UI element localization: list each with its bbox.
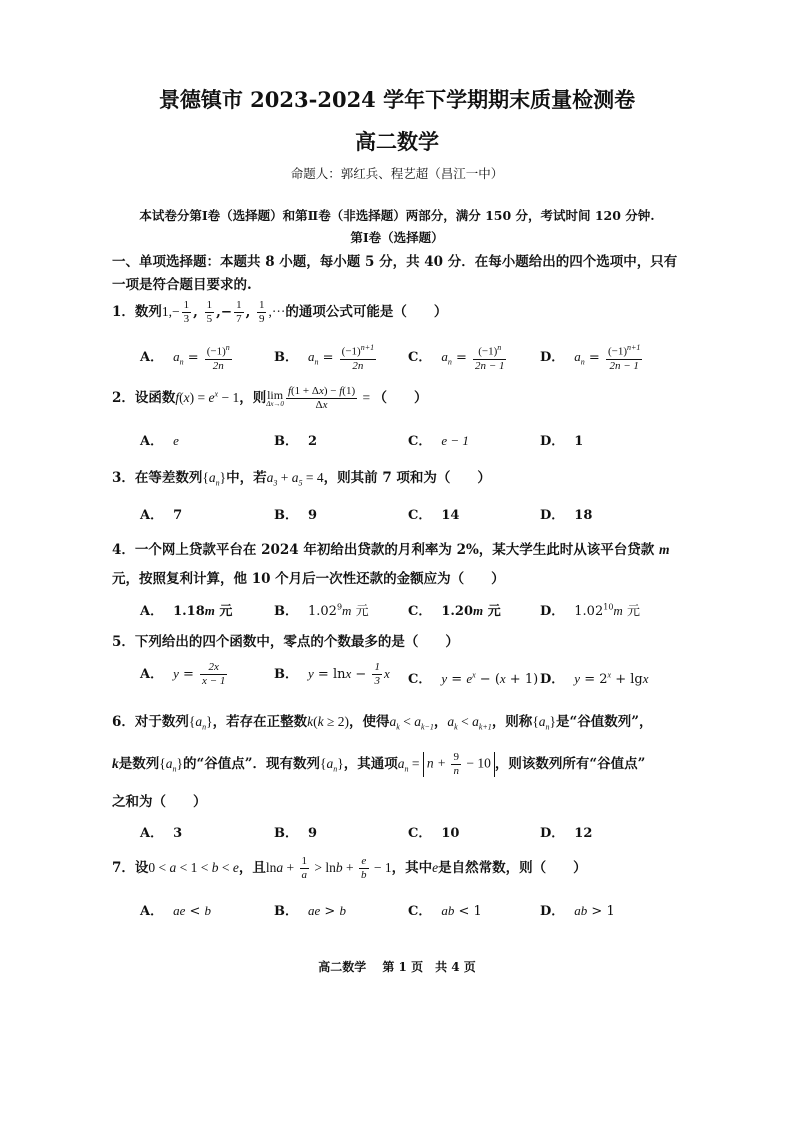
question-2-option-a: A． e bbox=[140, 433, 179, 449]
question-6-option-c: C． 10 bbox=[408, 826, 460, 841]
question-3-option-d: D． 18 bbox=[540, 508, 593, 523]
question-7-option-c: C． ab < 1 bbox=[408, 903, 482, 919]
question-7-option-d: D． ab > 1 bbox=[540, 903, 615, 919]
question-6-option-a: A． 3 bbox=[140, 826, 183, 841]
section-one-line1: 一、单项选择题：本题共 8 小题，每小题 5 分，共 40 分．在每小题给出的四个选项中，只有 bbox=[112, 254, 678, 270]
exam-author: 命题人：郭红兵、程艺超（昌江一中） bbox=[290, 166, 504, 181]
question-2-option-c: C． e − 1 bbox=[408, 433, 469, 449]
question-2: 2．设函数$f(x) = e^x - 1$，则 lim Δx→0 $\frac{f(1 + \Delta x) - f(1)}{\Delta x}$ = （ ） bbox=[112, 385, 428, 411]
question-4-line2: 元，按照复利计算，他 10 个月后一次性还款的金额应为（ ） bbox=[112, 571, 505, 587]
question-2-option-b: B． 2 bbox=[274, 434, 318, 449]
question-6-option-d: D． 12 bbox=[540, 826, 593, 841]
question-5: 5．下列给出的四个函数中，零点的个数最多的是（ ） bbox=[112, 634, 459, 650]
question-1-option-b: B． $a_n$ = $\frac{(-1)^{n+1}}{2n}$ bbox=[274, 343, 375, 372]
question-6-line2: k是数列$\{a_n\}$的“谷值点”．现有数列$\{a_n\}$，其通项$a_n = n$ + $\frac{9}{n}$ − 10 ，则该数列所有“谷值点” bbox=[112, 751, 646, 777]
question-6-line3: 之和为（ ） bbox=[112, 794, 207, 810]
question-2-option-d: D． 1 bbox=[540, 434, 584, 449]
question-1-option-d: D． $a_n$ = $\frac{(-1)^{n+1}}{2n - 1}$ bbox=[540, 343, 641, 372]
question-7-option-a: A． ae < b bbox=[140, 903, 212, 919]
question-5-option-b: B． y = lnx − $\frac{1}{3}$ x bbox=[274, 661, 390, 687]
section-one-line2: 一项是符合题目要求的. bbox=[112, 277, 252, 293]
question-1-option-c: C． $a_n$ = $\frac{(-1)^n}{2n - 1}$ bbox=[408, 343, 505, 372]
exam-title: 景德镇市 2023-2024 学年下学期期末质量检测卷 bbox=[158, 87, 636, 112]
question-4-option-a: A． 1.18m 元 bbox=[140, 603, 233, 619]
question-3-option-b: B． 9 bbox=[274, 508, 318, 523]
question-5-option-d: D． $y = 2^x + \lg x$ bbox=[540, 670, 649, 687]
question-4-option-c: C． 1.20m 元 bbox=[408, 603, 501, 619]
question-6-line1: 6．对于数列$\{a_n\}$，若存在正整数k(k ≥ 2)，使得$a_k < a_{k-1}$，$a_k < a_{k+1}$，则称$\{a_n\}$是“谷值数列”， bbox=[112, 714, 653, 732]
question-3-option-c: C． 14 bbox=[408, 508, 460, 523]
question-7-option-b: B． ae > b bbox=[274, 903, 346, 919]
question-3-option-a: A． 7 bbox=[140, 508, 183, 523]
question-1-option-a: A． $a_n$ = $\frac{(-1)^n}{2n}$ bbox=[140, 343, 230, 372]
question-5-option-a: A． y = $\frac{2x}{x - 1}$ bbox=[140, 661, 226, 687]
question-4-option-d: D． 1.02$^{10}$m 元 bbox=[540, 602, 640, 619]
part-one-heading: 第Ⅰ卷（选择题） bbox=[350, 230, 444, 245]
question-3: 3．在等差数列$\{a_n\}$中，若$a_3 + a_5 = 4$，则其前 7 项和为（ ） bbox=[112, 470, 491, 488]
question-4-line1: 4．一个网上贷款平台在 2024 年初给出贷款的月利率为 2%，某大学生此时从该平台贷款 m bbox=[112, 542, 670, 558]
page-footer: 高二数学 第 1 页 共 4 页 bbox=[318, 960, 476, 974]
exam-subject: 高二数学 bbox=[355, 129, 439, 154]
question-1: 1．数列1,− $\frac{1}{3}$ , $\frac{1}{5}$ ,− $\frac{1}{7}$ , $\frac{1}{9}$ ,···的通项公式可能是（ ） bbox=[112, 299, 448, 325]
exam-instructions: 本试卷分第Ⅰ卷（选择题）和第Ⅱ卷（非选择题）两部分，满分 150 分，考试时间 120 分钟. bbox=[139, 208, 655, 223]
question-4-option-b: B． 1.02$^9$m 元 bbox=[274, 602, 369, 619]
question-5-option-c: C． $y = e^x - (x + 1)$ bbox=[408, 670, 539, 687]
question-6-option-b: B． 9 bbox=[274, 826, 318, 841]
question-7: 7．设0 < a < 1 < b < e，且lna + $\frac{1}{a}$ > lnb + $\frac{e}{b}$ − 1，其中e是自然常数，则（ ） bbox=[112, 855, 587, 881]
